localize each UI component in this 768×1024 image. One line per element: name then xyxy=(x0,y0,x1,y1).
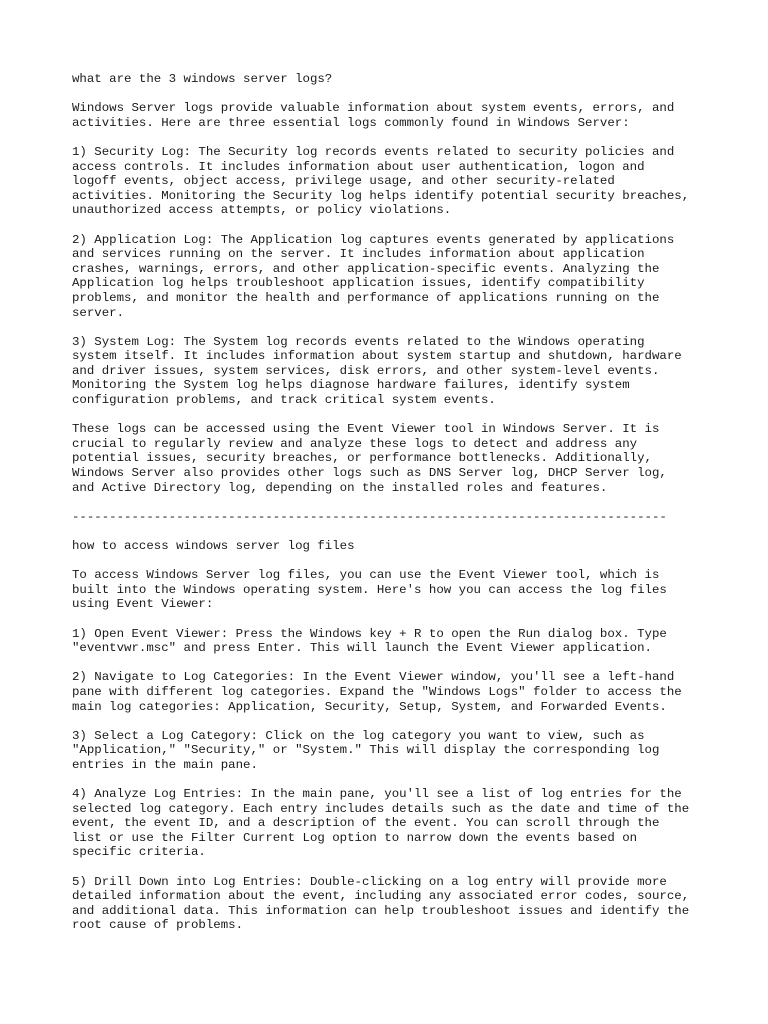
access-intro-paragraph: To access Windows Server log files, you can use the Event Viewer tool, which is built into the Windows operating system. Here's how you can access the log files using Event Viewer: xyxy=(72,568,667,612)
system-log-item: 3) System Log: The System log records events related to the Windows operating system itself. It includes information about system startup and shutdown, hardware and driver issues, system services, disk errors, and other system-level events. Monitoring the System log helps diagnose hardware failures, identify system configuration problems, and track critical system events. xyxy=(72,334,682,408)
intro-paragraph: Windows Server logs provide valuable information about system events, errors, and activities. Here are three essential logs commonly found in Windows Server: xyxy=(72,101,675,130)
step-navigate-categories: 2) Navigate to Log Categories: In the Event Viewer window, you'll see a left-hand pane with different log categories. Expand the "Windows Logs" folder to access the main log categories: Application, Security, Setup, System, and Forwarded Events. xyxy=(72,670,682,714)
step-select-category: 3) Select a Log Category: Click on the log category you want to view, such as "Application," "Security," or "System." This will display the corresponding log entries in the main pane. xyxy=(72,728,660,772)
question-heading: what are the 3 windows server logs? xyxy=(72,72,333,86)
closing-paragraph: These logs can be accessed using the Event Viewer tool in Windows Server. It is crucial to regularly review and analyze these logs to detect and address any potential issues, security breaches, or performance bottlenecks. Additionally, Windows Server also provides other logs such as DNS Server log, DHCP Server log, and Active Directory log, depending on the installed roles and features. xyxy=(72,422,667,495)
question-heading-2: how to access windows server log files xyxy=(72,539,355,553)
step-analyze-entries: 4) Analyze Log Entries: In the main pane, you'll see a list of log entries for the selected log category. Each entry includes details such as the date and time of the event, the event ID, and a description of the event. You can scroll through the list or use the Filter Current Log option to narrow down the events based on specific criteria. xyxy=(72,787,690,860)
step-open-event-viewer: 1) Open Event Viewer: Press the Windows key + R to open the Run dialog box. Type "eventvwr.msc" and press Enter. This will launch the Event Viewer application. xyxy=(72,626,667,656)
security-log-item: 1) Security Log: The Security log records events related to security policies and access controls. It includes information about user authentication, logon and logoff events, object access, privilege usage, and other security-related activities. Monitoring the Security log helps identify potential security breaches, unauthorized access attempts, or policy violations. xyxy=(72,144,690,218)
application-log-item: 2) Application Log: The Application log captures events generated by applications and services running on the server. It includes information about application crashes, warnings, errors, and other application-specific events. Analyzing the Application log helps troubleshoot application issues, identify compatibility problems, and monitor the health and performance of applications running on the server. xyxy=(72,232,675,320)
separator-line: -------------------------------------------------------------------------------- xyxy=(72,509,667,524)
document-page xyxy=(72,72,712,948)
step-drill-down: 5) Drill Down into Log Entries: Double-clicking on a log entry will provide more detailed information about the event, including any associated error codes, source, and additional data. This information can help troubleshoot issues and identify the root cause of problems. xyxy=(72,874,690,933)
